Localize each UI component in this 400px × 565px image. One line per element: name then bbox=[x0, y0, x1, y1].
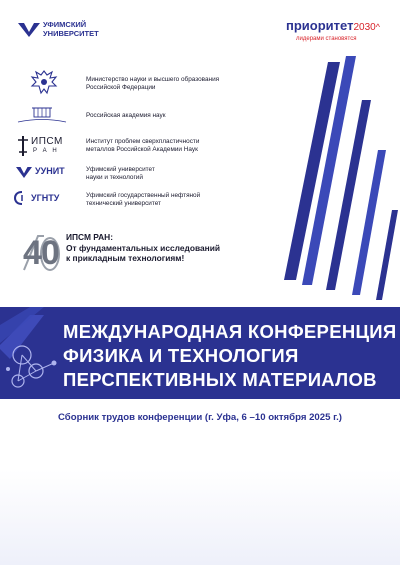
emblem-icon bbox=[28, 68, 60, 96]
priority-caret-icon: ^ bbox=[375, 22, 380, 32]
org-ras bbox=[86, 112, 246, 120]
anniversary-number: 40 bbox=[23, 234, 59, 272]
anniversary-line2: От фундаментальных исследований bbox=[66, 242, 221, 253]
ipsm-logo-text-top: ИПСМ bbox=[31, 136, 63, 147]
org-ipsm bbox=[86, 138, 246, 154]
uunit-logo-text: УУНИТ bbox=[35, 166, 65, 176]
org-ipsm-line2: металлов Российской Академии Наук bbox=[86, 146, 198, 153]
conference-title-banner bbox=[0, 307, 400, 399]
conference-title-line2: ФИЗИКА И ТЕХНОЛОГИЯ bbox=[63, 345, 299, 366]
priority-2030-logo bbox=[286, 17, 386, 42]
ugntu-logo-text: УГНТУ bbox=[31, 193, 60, 203]
ugntu-mark-icon bbox=[14, 191, 30, 205]
anniversary-40-logo bbox=[18, 230, 66, 276]
anniversary-line1: ИПСМ РАН: bbox=[66, 232, 114, 242]
anniversary-text bbox=[66, 232, 220, 264]
org-ipsm-line1: Институт проблем сверхпластичности bbox=[86, 138, 200, 145]
org-ugntu bbox=[86, 192, 246, 208]
org-ras-line1: Российская академия наук bbox=[86, 112, 166, 119]
ras-logo bbox=[14, 104, 70, 126]
org-ministry bbox=[86, 76, 246, 92]
conference-title-line1: МЕЖДУНАРОДНАЯ КОНФЕРЕНЦИЯ bbox=[63, 321, 397, 342]
org-uunit-line1: Уфимский университет bbox=[86, 166, 155, 173]
priority-logo-slogan: лидерами становятся bbox=[296, 36, 357, 42]
conference-title-line3: ПЕРСПЕКТИВНЫХ МАТЕРИАЛОВ bbox=[63, 369, 377, 390]
org-ministry-line1: Министерство науки и высшего образования bbox=[86, 76, 220, 83]
ufa-university-logo-line2: УНИВЕРСИТЕТ bbox=[43, 29, 99, 38]
conference-subtitle: Сборник трудов конференции (г. Уфа, 6 –10 октября 2025 г.) bbox=[58, 412, 342, 423]
org-ugntu-line2: технический университет bbox=[86, 200, 161, 207]
priority-logo-year: 2030 bbox=[353, 22, 376, 33]
priority-logo-word: приоритет bbox=[286, 18, 354, 33]
ipsm-figure-icon bbox=[16, 135, 30, 157]
org-uunit bbox=[86, 166, 246, 182]
org-ministry-line2: Российской Федерации bbox=[86, 84, 156, 91]
ipsm-logo-text-bottom: Р А Н bbox=[33, 148, 59, 154]
uunit-mark-icon bbox=[16, 167, 32, 178]
org-ugntu-line1: Уфимский государственный нефтяной bbox=[86, 192, 201, 199]
org-uunit-line2: науки и технологий bbox=[86, 174, 143, 181]
ufa-university-mark-icon bbox=[18, 23, 40, 37]
anniversary-line3: к прикладным технологиям! bbox=[66, 253, 185, 263]
ufa-university-logo-line1: УФИМСКИЙ bbox=[43, 20, 87, 29]
